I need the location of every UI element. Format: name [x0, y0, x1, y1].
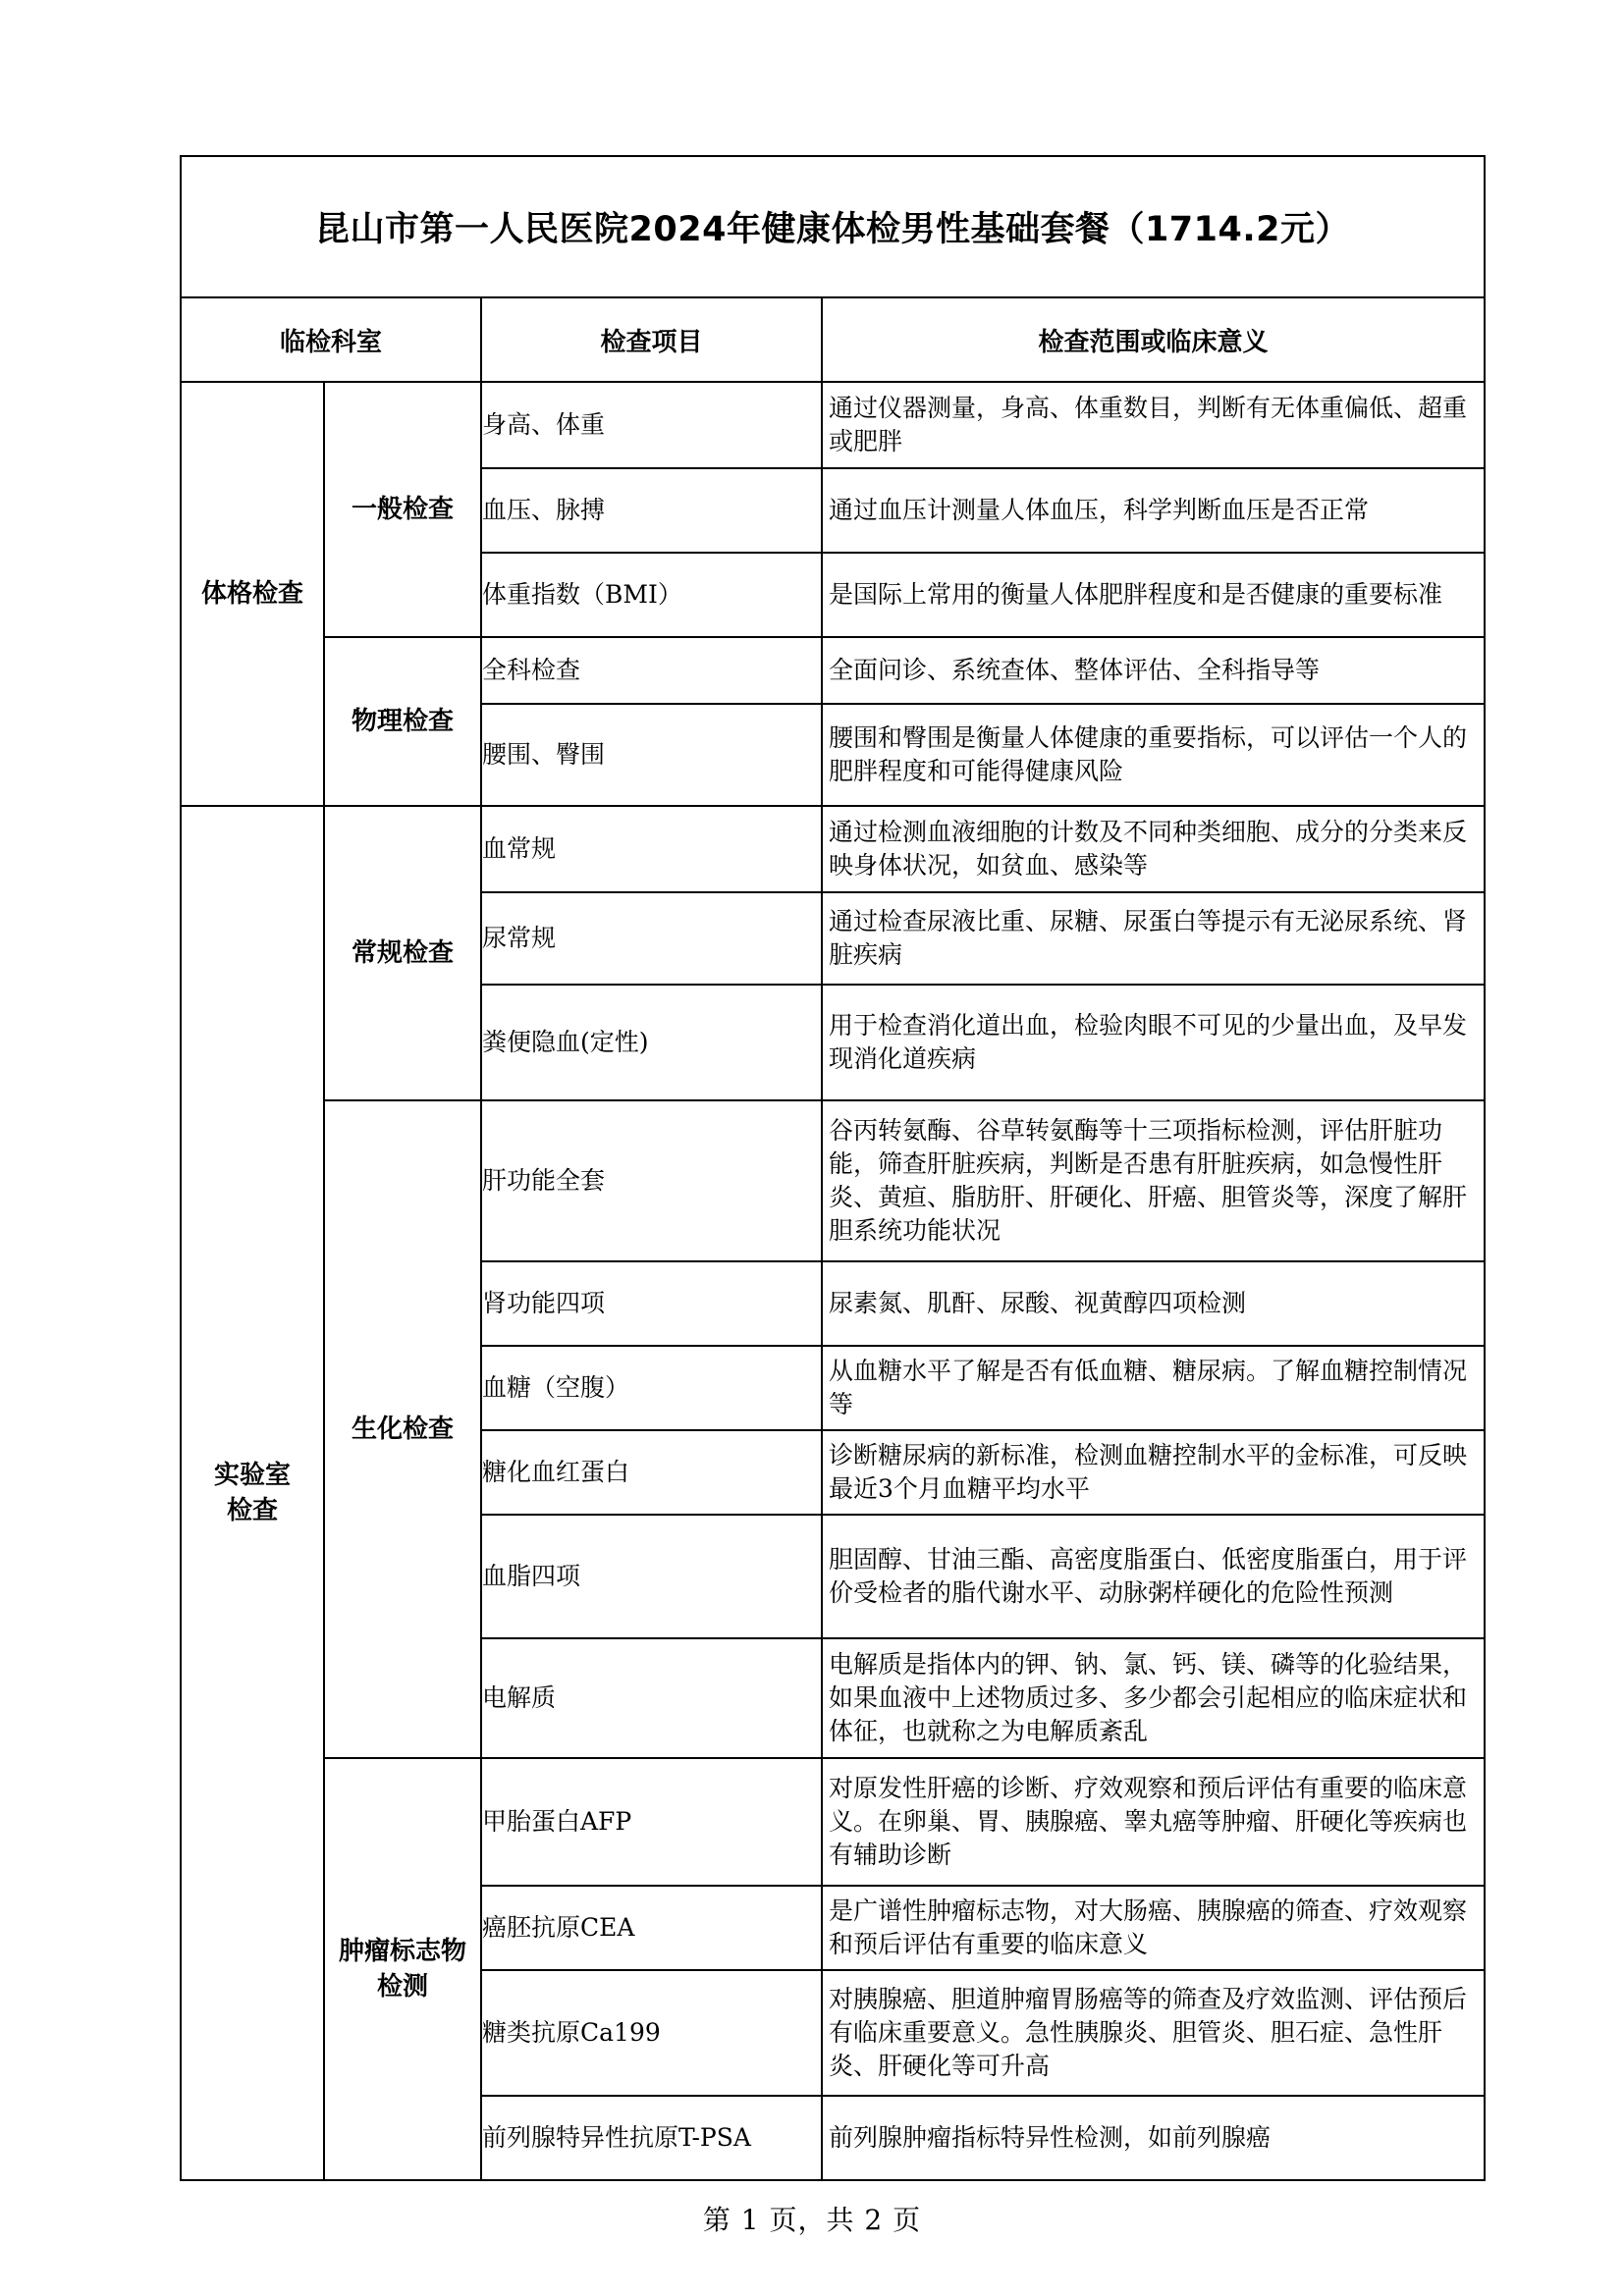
desc-cell: 用于检查消化道出血，检验肉眼不可见的少量出血，及早发现消化道疾病	[822, 985, 1485, 1100]
item-cell: 肝功能全套	[481, 1100, 822, 1261]
desc-cell: 腰围和臀围是衡量人体健康的重要指标，可以评估一个人的肥胖程度和可能得健康风险	[822, 704, 1485, 806]
table-row	[181, 382, 1485, 468]
item-cell: 尿常规	[481, 892, 822, 985]
desc-cell: 通过仪器测量，身高、体重数目，判断有无体重偏低、超重或肥胖	[822, 382, 1485, 468]
item-cell: 全科检查	[481, 637, 822, 704]
subcategory-general: 一般检查	[324, 382, 481, 637]
item-cell: 血压、脉搏	[481, 468, 822, 553]
subcategory-biochem: 生化检查	[324, 1100, 481, 1758]
category-lab-line2: 检查	[226, 1496, 278, 1525]
page-title: 昆山市第一人民医院2024年健康体检男性基础套餐（1714.2元）	[181, 156, 1485, 297]
page-number-footer: 第 1 页，共 2 页	[702, 2204, 922, 2236]
subcategory-routine: 常规检查	[324, 806, 481, 1100]
desc-cell: 全面问诊、系统查体、整体评估、全科指导等	[822, 637, 1485, 704]
item-cell: 糖化血红蛋白	[481, 1430, 822, 1515]
item-cell: 癌胚抗原CEA	[481, 1886, 822, 1970]
desc-cell: 从血糖水平了解是否有低血糖、糖尿病。了解血糖控制情况等	[822, 1346, 1485, 1430]
desc-cell: 是广谱性肿瘤标志物，对大肠癌、胰腺癌的筛查、疗效观察和预后评估有重要的临床意义	[822, 1886, 1485, 1970]
desc-cell: 对胰腺癌、胆道肿瘤胃肠癌等的筛查及疗效监测、评估预后有临床重要意义。急性胰腺炎、胆管炎、胆石症、急性肝炎、肝硬化等可升高	[822, 1970, 1485, 2096]
item-cell: 甲胎蛋白AFP	[481, 1758, 822, 1886]
header-item: 检查项目	[481, 297, 822, 382]
subcategory-tumor-line1: 肿瘤标志物	[338, 1937, 466, 1966]
table-row	[181, 1758, 1485, 1886]
desc-cell: 胆固醇、甘油三酯、高密度脂蛋白、低密度脂蛋白，用于评价受检者的脂代谢水平、动脉粥样硬化的危险性预测	[822, 1515, 1485, 1638]
header-department: 临检科室	[181, 297, 481, 382]
desc-cell: 尿素氮、肌酐、尿酸、视黄醇四项检测	[822, 1261, 1485, 1346]
item-cell: 电解质	[481, 1638, 822, 1758]
header-meaning: 检查范围或临床意义	[822, 297, 1485, 382]
item-cell: 身高、体重	[481, 382, 822, 468]
item-cell: 血常规	[481, 806, 822, 892]
item-cell: 前列腺特异性抗原T-PSA	[481, 2096, 822, 2180]
desc-cell: 前列腺肿瘤指标特异性检测，如前列腺癌	[822, 2096, 1485, 2180]
item-cell: 体重指数（BMI）	[481, 553, 822, 637]
title-row	[181, 156, 1485, 297]
item-cell: 血脂四项	[481, 1515, 822, 1638]
desc-cell: 通过检测血液细胞的计数及不同种类细胞、成分的分类来反映身体状况，如贫血、感染等	[822, 806, 1485, 892]
desc-cell: 诊断糖尿病的新标准，检测血糖控制水平的金标准，可反映最近3个月血糖平均水平	[822, 1430, 1485, 1515]
desc-cell: 电解质是指体内的钾、钠、氯、钙、镁、磷等的化验结果，如果血液中上述物质过多、多少都会引起相应的临床症状和体征，也就称之为电解质紊乱	[822, 1638, 1485, 1758]
desc-cell: 通过检查尿液比重、尿糖、尿蛋白等提示有无泌尿系统、肾脏疾病	[822, 892, 1485, 985]
header-row	[181, 297, 1485, 382]
subcategory-tumor-line2: 检测	[376, 1972, 428, 2002]
subcategory-physical-exam: 物理检查	[324, 637, 481, 806]
subcategory-tumor	[324, 1758, 481, 2180]
item-cell: 血糖（空腹）	[481, 1346, 822, 1430]
item-cell: 肾功能四项	[481, 1261, 822, 1346]
table-row	[181, 1100, 1485, 1261]
category-physical: 体格检查	[181, 382, 324, 806]
category-lab-line1: 实验室	[213, 1461, 291, 1490]
item-cell: 糖类抗原Ca199	[481, 1970, 822, 2096]
desc-cell: 谷丙转氨酶、谷草转氨酶等十三项指标检测，评估肝脏功能，筛查肝脏疾病，判断是否患有肝脏疾病，如急慢性肝炎、黄疸、脂肪肝、肝硬化、肝癌、胆管炎等，深度了解肝胆系统功能状况	[822, 1100, 1485, 1261]
item-cell: 腰围、臀围	[481, 704, 822, 806]
item-cell: 粪便隐血(定性)	[481, 985, 822, 1100]
desc-cell: 对原发性肝癌的诊断、疗效观察和预后评估有重要的临床意义。在卵巢、胃、胰腺癌、睾丸癌等肿瘤、肝硬化等疾病也有辅助诊断	[822, 1758, 1485, 1886]
exam-package-table	[180, 155, 1486, 2181]
desc-cell: 是国际上常用的衡量人体肥胖程度和是否健康的重要标准	[822, 553, 1485, 637]
category-lab	[181, 806, 324, 2180]
table-row	[181, 637, 1485, 704]
desc-cell: 通过血压计测量人体血压，科学判断血压是否正常	[822, 468, 1485, 553]
table-row	[181, 806, 1485, 892]
